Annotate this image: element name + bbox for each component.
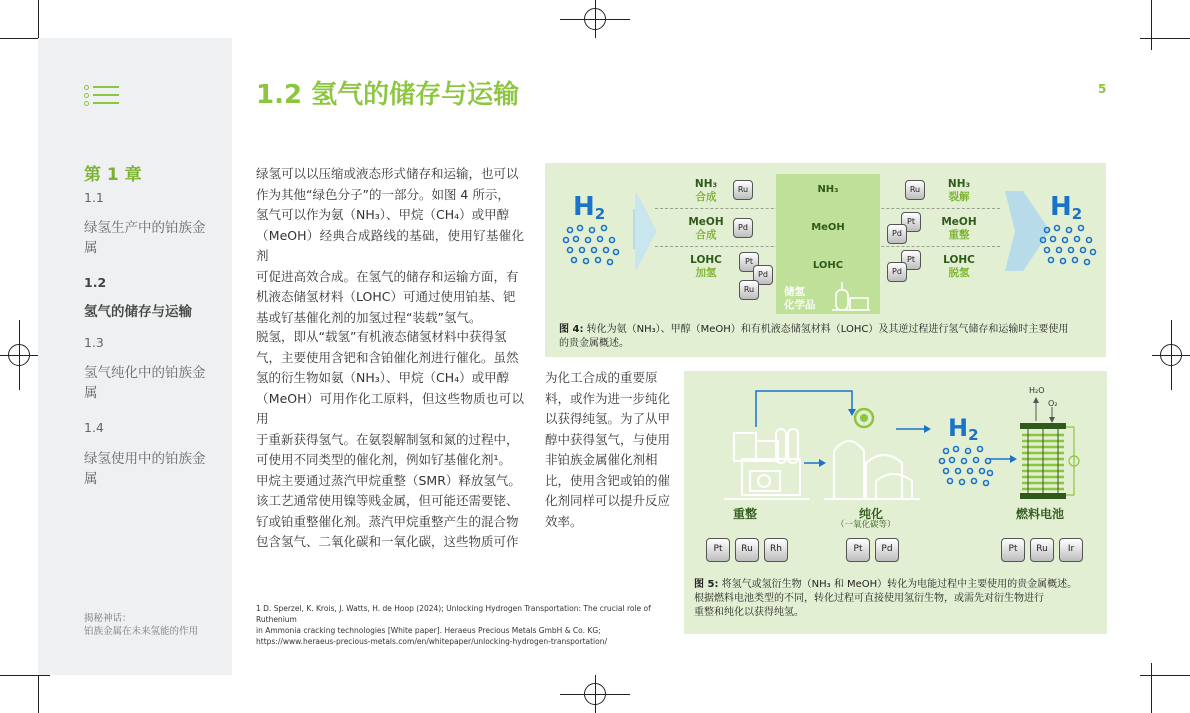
- registration-mark: [19, 320, 20, 390]
- h2-symbol-fig5: $H_2$: [948, 414, 979, 444]
- toc-item-active[interactable]: 氢气的储存与运输: [84, 304, 192, 320]
- center-label-nh3: NH₃: [817, 184, 839, 195]
- element-tile: Ru: [733, 180, 753, 200]
- label-nh3-cracking: NH₃ 裂解: [947, 178, 971, 203]
- element-tile: Ru: [739, 280, 759, 300]
- figure-5-caption: 图 5: 将氢气或氢衍生物（NH₃ 和 MeOH）转化为电能过程中主要使用的贵金属概述。 根据燃料电池类型的不同，转化过程可直接使用氢衍生物，或需先对衍生物进行 重整和纯化以获得纯氢。: [694, 579, 1078, 618]
- element-tile: Pt: [901, 250, 921, 270]
- center-label-lohc: LOHC: [812, 260, 844, 271]
- label-purification-sub: （一氧化碳等）: [836, 520, 896, 530]
- chapter-heading: 第 1 章: [84, 165, 142, 185]
- registration-mark: [595, 0, 596, 38]
- h2-molecule-cluster-left: [562, 222, 622, 270]
- paragraph-2: 脱氢，即从“载氢”有机液态储氢材料中获得氢 气，主要使用含钯和含铂催化剂进行催化。虽然 氢的衍生物如氨（NH₃）、甲烷（CH₄）或甲醇 （MeOH）可用作化工原料，但这些物质也可以用 于重新获得氢气。在氨裂解制氢和氮的过程中， 可使用不同类型的催化剂，例如钌基催化剂¹。 甲烷主要通过蒸汽甲烷重整（SMR）释放氢气。 该工艺通常使用镍等贱金属，但可能还需要铑、 钌或铂重整催化剂。蒸汽甲烷重整产生的混合物 包含氢气、二氧化碳和一氧化碳，这些物质可作: [256, 329, 524, 549]
- label-lohc-hydrogenation: LOHC 加氢: [690, 254, 722, 279]
- element-tile: Pt: [846, 538, 870, 562]
- toc-number[interactable]: 1.3: [84, 335, 104, 350]
- element-tile: Ir: [1059, 538, 1083, 562]
- element-tile: Pd: [887, 262, 907, 282]
- element-tile: Ru: [735, 538, 759, 562]
- h2-symbol-right: $H_2$: [1050, 192, 1083, 223]
- toc-item[interactable]: 氢气纯化中的铂族金属: [84, 365, 206, 401]
- registration-mark: [1171, 320, 1172, 390]
- element-tile: Pd: [875, 538, 899, 562]
- toc-item[interactable]: 绿氢使用中的铂族金属: [84, 451, 206, 487]
- label-meoh-synthesis: MeOH 合成: [688, 216, 724, 241]
- element-tile: Ru: [905, 180, 925, 200]
- registration-mark: [595, 675, 596, 713]
- element-tile: Pt: [706, 538, 730, 562]
- label-fuel-cell: 燃料电池: [1015, 507, 1064, 521]
- element-tile: Ru: [1030, 538, 1054, 562]
- element-tile: Pt: [739, 252, 759, 272]
- crop-mark: [1151, 0, 1152, 50]
- h2-symbol-left: $H_2$: [573, 192, 606, 223]
- sidebar-footer: 揭秘神话： 铂族金属在未来氢能的作用: [84, 613, 199, 637]
- figure-4-caption: 图 4: 转化为氨（NH₃）、甲醇（MeOH）和有机液态储氢材料（LOHC）及其逆过程进行氢气储存和运输时主要使用 的贵金属概述。: [559, 324, 1069, 349]
- storage-tank-icon: [830, 278, 872, 312]
- element-tile: Pd: [753, 265, 773, 285]
- toc-item[interactable]: 绿氢生产中的铂族金属: [84, 220, 206, 256]
- center-label-meoh: MeOH: [811, 222, 845, 233]
- o2-label: O₂: [1048, 399, 1058, 408]
- crop-mark: [1140, 38, 1190, 39]
- label-nh3-synthesis: NH₃ 合成: [694, 178, 718, 203]
- toc-number-active[interactable]: 1.2: [84, 275, 107, 290]
- crop-mark: [1151, 663, 1152, 713]
- h2-molecule-cluster-right: [1039, 222, 1099, 270]
- element-tile: Rh: [764, 538, 788, 562]
- page-title: 1.2 氢气的储存与运输: [256, 80, 520, 110]
- paragraph-3: 为化工合成的重要原 料，或作为进一步纯化 以获得纯氢。为了从甲 醇中获得氢气，与使用 非铂族金属催化剂相 比，使用含钯或铂的催 化剂同样可以提升反应 效率。: [545, 370, 671, 529]
- storage-chemicals-caption: 储氢 化学品: [784, 286, 816, 311]
- label-lohc-dehydrogenation: LOHC 脱氢: [943, 254, 975, 279]
- element-tile: Pt: [1001, 538, 1025, 562]
- label-purification: 纯化: [858, 507, 883, 521]
- page-number: 5: [1098, 82, 1107, 96]
- sidebar: [38, 38, 232, 675]
- label-reforming: 重整: [732, 507, 757, 521]
- toc-number[interactable]: 1.4: [84, 420, 104, 435]
- element-tile: Pd: [733, 218, 753, 238]
- footnote: 1 D. Sperzel, K. Krois, J. Watts, H. de Hoop (2024); Unlocking Hydrogen Transportation: The crucial role of Ruthenium in Ammonia cracking technologies [White paper]. Heraeus Precious Metals GmbH & Co. KG; https://www.heraeus-precious-metals.com/en/whitepaper/unlocking-hydrogen-transportation/: [256, 604, 651, 646]
- menu-icon[interactable]: [84, 85, 120, 107]
- crop-mark: [1140, 675, 1190, 676]
- h2o-label: H₂O: [1029, 386, 1045, 395]
- label-meoh-reforming: MeOH 重整: [941, 216, 977, 241]
- paragraph-1: 绿氢可以以压缩或液态形式储存和运输，也可以 作为其他“绿色分子”的一部分。如图 4 所示， 氢气可以作为氨（NH₃）、甲烷（CH₄）或甲醇 （MeOH）经典合成路线的基础，使用钌基催化剂 可促进高效合成。在氢气的储存和运输方面，有 机液态储氢材料（LOHC）可通过使用铂基、钯 基或钌基催化剂的加氢过程“装载”氢气。: [256, 166, 524, 325]
- element-tile: Pt: [901, 212, 921, 232]
- element-tile: Pd: [887, 224, 907, 244]
- toc-number[interactable]: 1.1: [84, 190, 104, 205]
- crop-mark: [0, 675, 50, 676]
